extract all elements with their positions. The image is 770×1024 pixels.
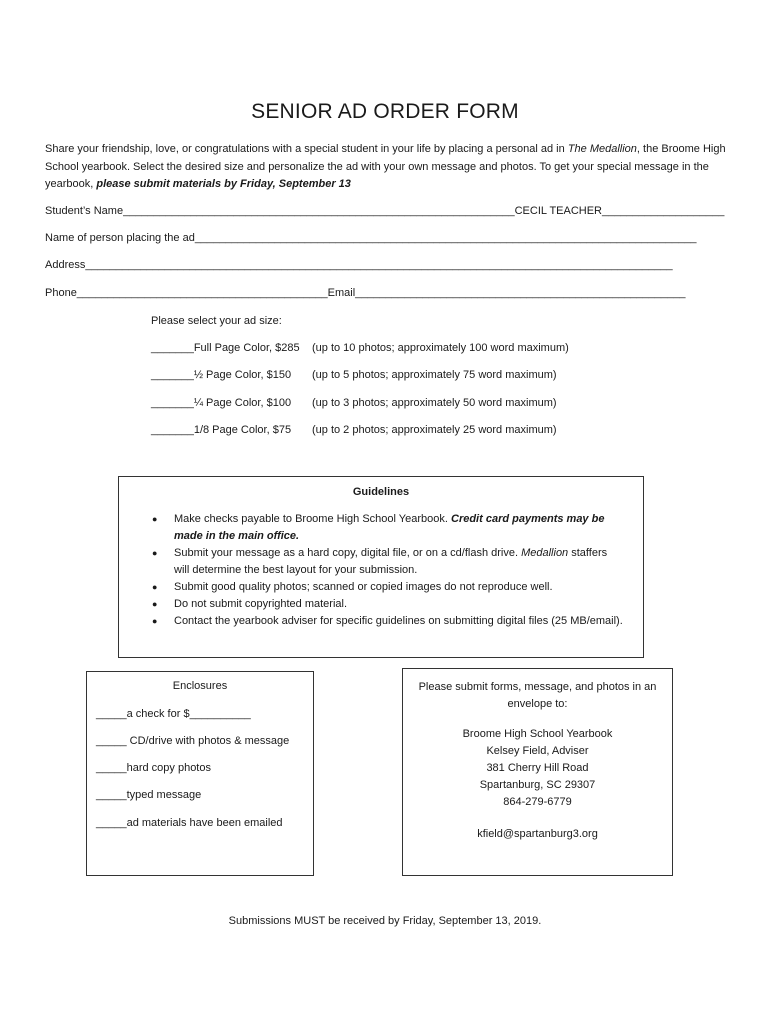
bullet-icon: ● — [152, 548, 158, 558]
address-field[interactable]: Address________________________________________________________________________________________________ — [45, 259, 673, 271]
ad-size-label: _______Full Page Color, $285 — [151, 342, 300, 354]
ad-size-desc: (up to 5 photos; approximately 75 word maximum) — [312, 369, 557, 381]
bullet-icon: ● — [152, 582, 158, 592]
guideline-text: Submit your message as a hard copy, digital file, or on a cd/flash drive. — [174, 547, 522, 559]
guideline-text: Make checks payable to Broome High School Yearbook. — [174, 513, 451, 525]
address-phone: 864-279-6779 — [503, 796, 572, 808]
enclosure-item-emailed[interactable]: _____ad materials have been emailed — [96, 817, 283, 829]
enclosure-item-message[interactable]: _____typed message — [96, 789, 202, 801]
guidelines-list — [119, 511, 643, 630]
intro-text-2: , the Broome High School yearbook. Select the desired size and personalize the ad with your own message and photos. To get your special message in the yearbook, — [45, 143, 726, 190]
guideline-item — [152, 545, 643, 579]
guideline-item — [152, 613, 643, 630]
enclosure-item-check[interactable]: _____a check for $__________ — [96, 708, 251, 720]
guideline-text: Do not submit copyrighted material. — [174, 598, 348, 610]
guideline-text: Submit good quality photos; scanned or copied images do not reproduce well. — [174, 581, 553, 593]
ad-size-heading: Please select your ad size: — [151, 315, 282, 327]
enclosures-box — [86, 671, 314, 876]
ad-size-label: _______½ Page Color, $150 — [151, 369, 292, 381]
adviser-email: kfield@spartanburg3.org — [477, 828, 598, 840]
guideline-item — [152, 511, 643, 545]
enclosure-item-cd[interactable]: _____ CD/drive with photos & message — [96, 735, 290, 747]
address-line: Broome High School Yearbook — [462, 728, 613, 740]
placer-name-field[interactable]: Name of person placing the ad__________________________________________________________________________________ — [45, 232, 697, 244]
ad-size-option-full[interactable] — [151, 342, 569, 354]
guideline-emphasis: Medallion — [521, 547, 569, 559]
page-title: SENIOR AD ORDER FORM — [251, 100, 519, 123]
enclosure-item-photos[interactable]: _____hard copy photos — [96, 762, 211, 774]
address-line: 381 Cherry Hill Road — [486, 762, 589, 774]
guideline-text: staffers will determine the best layout for your submission. — [174, 547, 608, 576]
phone-email-field[interactable]: Phone_________________________________________Email______________________________________________________ — [45, 287, 686, 299]
submission-deadline-note: Submissions MUST be received by Friday, September 13, 2019. — [228, 915, 542, 927]
ad-size-label: _______1/8 Page Color, $75 — [151, 424, 292, 436]
ad-size-option-quarter[interactable] — [151, 397, 557, 409]
intro-deadline: please submit materials by Friday, September 13 — [96, 178, 351, 190]
guideline-text: Contact the yearbook adviser for specific guidelines on submitting digital files (25 MB/email). — [174, 615, 623, 627]
guideline-item — [152, 596, 643, 613]
ad-size-label: _______¼ Page Color, $100 — [151, 397, 292, 409]
intro-paragraph — [45, 141, 735, 194]
envelope-box — [402, 668, 673, 876]
ad-size-desc: (up to 3 photos; approximately 50 word maximum) — [312, 397, 557, 409]
guideline-emphasis: Credit card payments may be made in the main office. — [174, 513, 605, 542]
mailing-address — [403, 726, 672, 811]
address-line: Spartanburg, SC 29307 — [479, 779, 596, 791]
enclosures-title: Enclosures — [172, 680, 228, 692]
bullet-icon: ● — [152, 599, 158, 609]
bullet-icon: ● — [152, 616, 158, 626]
student-name-field[interactable]: Student’s Name________________________________________________________________CECIL TEACHER____________________ — [45, 205, 725, 217]
ad-size-desc: (up to 10 photos; approximately 100 word maximum) — [312, 342, 569, 354]
guideline-item — [152, 579, 643, 596]
yearbook-name: The Medallion — [567, 143, 637, 155]
ad-size-desc: (up to 2 photos; approximately 25 word maximum) — [312, 424, 557, 436]
address-line: Kelsey Field, Adviser — [486, 745, 589, 757]
bullet-icon: ● — [152, 514, 158, 524]
ad-size-option-eighth[interactable] — [151, 424, 557, 436]
guidelines-box — [118, 476, 644, 658]
envelope-title: Please submit forms, message, and photos in an envelope to: — [418, 681, 657, 710]
intro-text-1: Share your friendship, love, or congratulations with a special student in your life by placing a personal ad in — [45, 143, 568, 155]
ad-size-option-half[interactable] — [151, 369, 557, 381]
guidelines-title: Guidelines — [352, 486, 410, 498]
